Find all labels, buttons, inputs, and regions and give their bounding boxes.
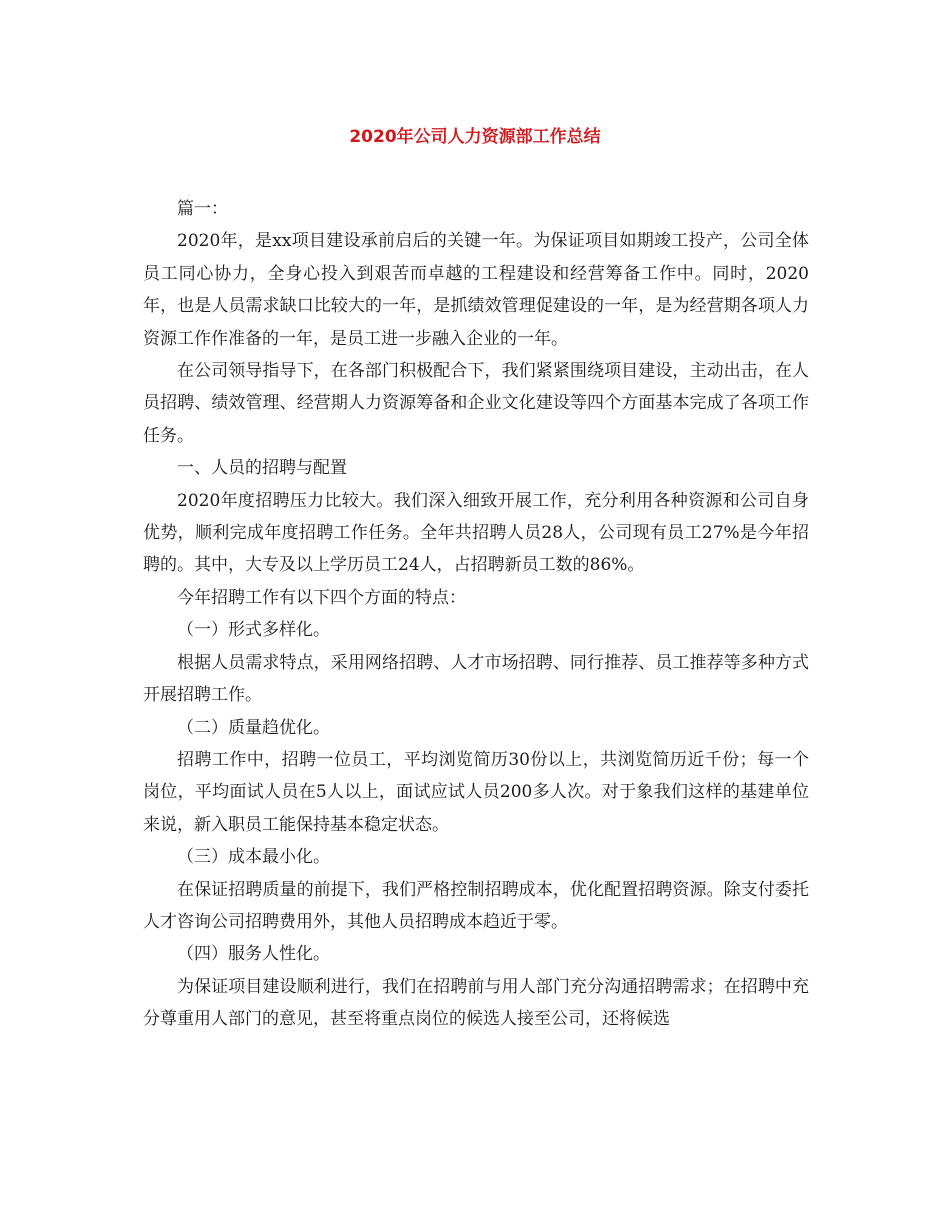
subsection-heading: （一）形式多样化。 bbox=[177, 620, 330, 641]
paragraph: 篇一： bbox=[177, 199, 228, 219]
subsection-heading: （二）质量趋优化。 bbox=[177, 717, 330, 738]
paragraph: 在公司领导指导下，在各部门积极配合下，我们紧紧围绕项目建设，主动出击，在人员招聘、绩效管理、经营期人力资源筹备和企业文化建设等四个方面基本完成了各项工作任务。 bbox=[143, 361, 809, 446]
document-title: 2020年公司人力资源部工作总结 bbox=[349, 127, 601, 147]
subsection-heading: （四）服务人性化。 bbox=[177, 944, 330, 965]
paragraph: 在保证招聘质量的前提下，我们严格控制招聘成本，优化配置招聘资源。除支付委托人才咨询公司招聘费用外，其他人员招聘成本趋近于零。 bbox=[143, 879, 809, 932]
section-heading: 一、人员的招聘与配置 bbox=[177, 458, 347, 479]
paragraph: 招聘工作中，招聘一位员工，平均浏览简历30份以上，共浏览简历近千份；每一个岗位，平均面试人员在5人以上，面试应试人员200多人次。对于象我们这样的基建单位来说，新入职员工能保持基本稳定状态。 bbox=[143, 749, 809, 835]
paragraph: 为保证项目建设顺利进行，我们在招聘前与用人部门充分沟通招聘需求；在招聘中充分尊重用人部门的意见，甚至将重点岗位的候选人接至公司，还将候选 bbox=[143, 976, 809, 1030]
paragraph: 2020年度招聘压力比较大。我们深入细致开展工作，充分利用各种资源和公司自身优势，顺利完成年度招聘工作任务。全年共招聘人员28人，公司现有员工27%是今年招聘的。其中，大专及以上学历员工24人，占招聘新员工数的86%。 bbox=[143, 490, 809, 576]
paragraph: 今年招聘工作有以下四个方面的特点： bbox=[177, 587, 466, 608]
paragraph: 2020年，是xx项目建设承前启后的关键一年。为保证项目如期竣工投产，公司全体员工同心协力，全身心投入到艰苦而卓越的工程建设和经营筹备工作中。同时，2020年，也是人员需求缺口比较大的一年，是抓绩效管理促建设的一年，是为经营期各项人力资源工作作准备的一年，是员工进一步融入企业的一年。 bbox=[143, 231, 809, 349]
paragraph: 根据人员需求特点，采用网络招聘、人才市场招聘、同行推荐、员工推荐等多种方式开展招聘工作。 bbox=[143, 652, 809, 706]
subsection-heading: （三）成本最小化。 bbox=[177, 847, 330, 868]
document-body bbox=[143, 193, 809, 1036]
